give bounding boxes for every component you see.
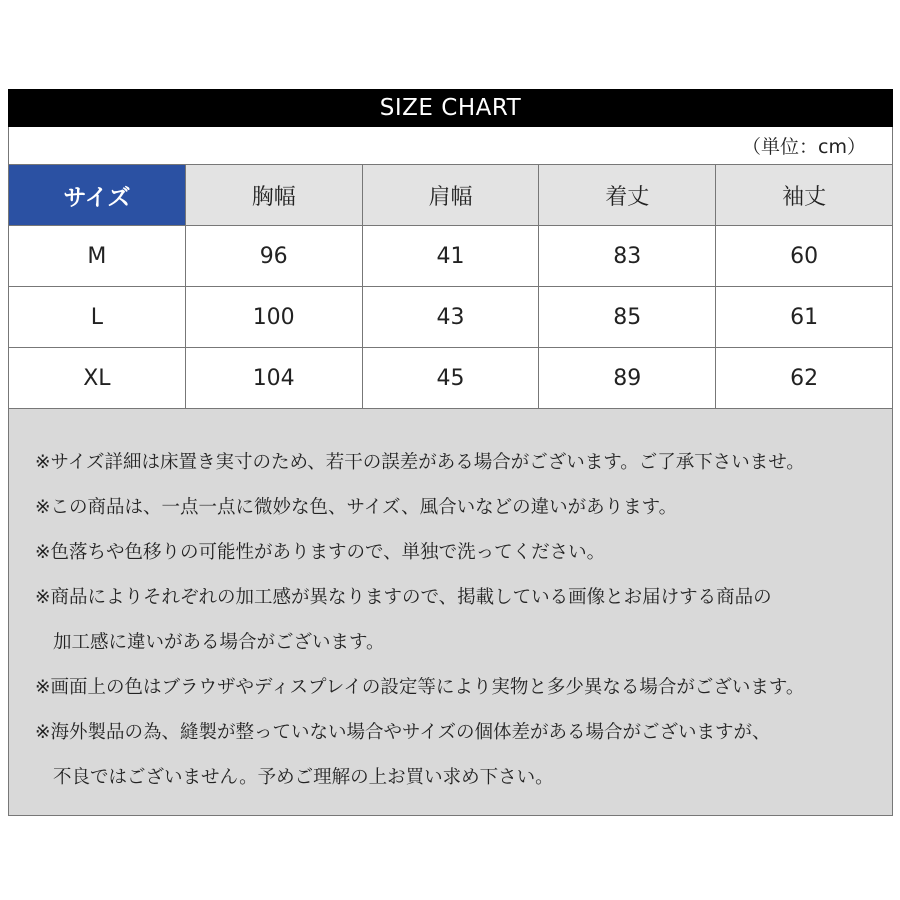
table-row [9,226,893,287]
cell-sleeve-length: 62 [716,348,893,409]
note-line: ※色落ちや色移りの可能性がありますので、単独で洗ってください。 [35,542,606,563]
unit-label: （単位：cm） [742,136,866,158]
note-line: ※サイズ詳細は床置き実寸のため、若干の誤差がある場合がございます。ご了承下さいませ。 [35,452,805,473]
note-line: ※商品によりそれぞれの加工感が異なりますので、掲載している画像とお届けする商品の [35,587,772,608]
note-line: ※この商品は、一点一点に微妙な色、サイズ、風合いなどの違いがあります。 [35,497,678,518]
note-line-continuation: 加工感に違いがある場合がございます。 [53,632,385,653]
cell-shoulder-width: 43 [362,287,539,348]
unit-label-row [8,127,893,164]
header-size: サイズ [9,165,186,226]
cell-length: 89 [539,348,716,409]
header-length: 着丈 [539,165,716,226]
table-row [9,287,893,348]
cell-length: 83 [539,226,716,287]
cell-size: M [9,226,186,287]
cell-size: L [9,287,186,348]
note-line: ※画面上の色はブラウザやディスプレイの設定等により実物と多少異なる場合がございます。 [35,677,805,698]
cell-length: 85 [539,287,716,348]
cell-sleeve-length: 61 [716,287,893,348]
cell-chest-width: 100 [185,287,362,348]
note-line-continuation: 不良ではございません。予めご理解の上お買い求め下さい。 [53,767,554,788]
header-chest-width: 胸幅 [185,165,362,226]
table-row [9,348,893,409]
cell-sleeve-length: 60 [716,226,893,287]
cell-chest-width: 104 [185,348,362,409]
cell-chest-width: 96 [185,226,362,287]
header-shoulder-width: 肩幅 [362,165,539,226]
table-header-row [9,165,893,226]
chart-title: SIZE CHART [8,89,893,127]
cell-shoulder-width: 45 [362,348,539,409]
cell-size: XL [9,348,186,409]
header-sleeve-length: 袖丈 [716,165,893,226]
size-table [8,164,893,409]
notes-panel [8,409,893,816]
size-chart [8,89,893,816]
cell-shoulder-width: 41 [362,226,539,287]
note-line: ※海外製品の為、縫製が整っていない場合やサイズの個体差がある場合がございますが、 [35,722,771,743]
